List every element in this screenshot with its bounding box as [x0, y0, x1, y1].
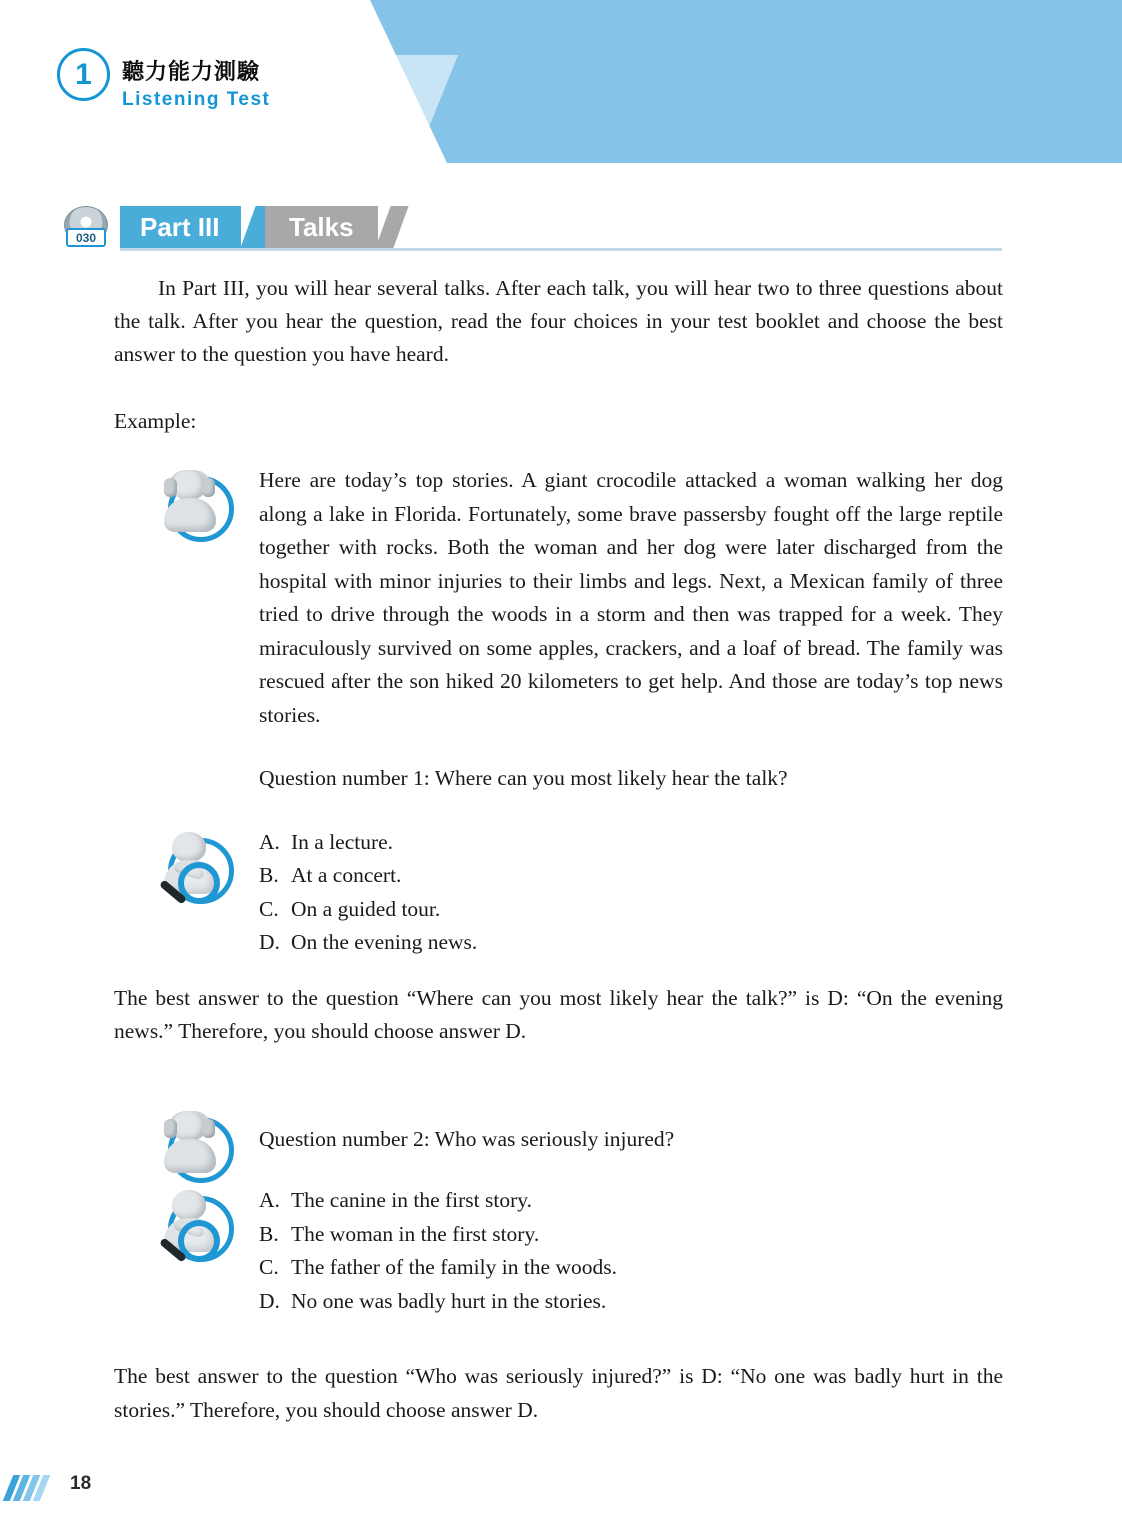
icon-head — [172, 1111, 206, 1141]
headphones-listener-icon — [152, 464, 242, 554]
choices-2-block — [114, 1184, 1003, 1318]
choice-list-2 — [259, 1184, 1003, 1318]
part-underline-rule — [120, 248, 1002, 251]
choice-item[interactable] — [259, 926, 1003, 960]
header-title-english: Listening Test — [122, 89, 271, 110]
page-content — [114, 272, 1003, 1427]
explanation-2: The best answer to the question “Who was seriously injured?” is D: “No one was badly hurt in the stories.” Therefore, you should choose answer D. — [114, 1364, 1003, 1422]
choice-letter: B. — [259, 1221, 279, 1246]
instructions-paragraph: In Part III, you will hear several talks. After each talk, you will hear two to three questions about the talk. After you hear the question, read the four choices in your test booklet and choose the best answer to the question you have heard. — [114, 276, 1003, 366]
header-title-chinese: 聽力能力測驗 — [122, 60, 261, 85]
footer-chevron-decoration — [8, 1475, 60, 1501]
icon-head — [172, 1190, 206, 1220]
choice-item[interactable] — [259, 1285, 1003, 1319]
choices-1-block — [114, 826, 1003, 960]
question-1-text: Question number 1: Where can you most likely hear the talk? — [259, 766, 788, 790]
icon-body — [164, 498, 216, 532]
section-tab-label: Talks — [265, 206, 378, 248]
part-tab-label: Part III — [120, 206, 241, 248]
audio-track-icon — [64, 206, 108, 250]
icon-earphone-left — [164, 478, 177, 497]
choice-item[interactable] — [259, 1251, 1003, 1285]
choice-text: The canine in the first story. — [291, 1188, 533, 1212]
icon-head — [172, 832, 206, 862]
icon-head — [172, 470, 206, 500]
choice-letter: A. — [259, 829, 280, 854]
track-number-label: 030 — [66, 228, 106, 247]
part-heading-bar — [0, 200, 1122, 256]
choice-text: The father of the family in the woods. — [291, 1255, 617, 1279]
headphones-listener-icon — [152, 1105, 242, 1195]
talk-passage-block — [114, 464, 1003, 796]
page-header — [0, 0, 1122, 163]
magnifier-thinker-icon — [152, 1184, 242, 1274]
explanation-1: The best answer to the question “Where can you most likely hear the talk?” is D: “On the evening news.” Therefore, you should choose answer D. — [114, 985, 1003, 1043]
icon-earphone-right — [202, 478, 215, 497]
talks-tab-edge — [375, 206, 408, 248]
choice-letter: D. — [259, 930, 280, 954]
choice-item[interactable] — [259, 1218, 1003, 1252]
page-number: 18 — [70, 1473, 92, 1494]
chapter-number-badge: 1 — [57, 48, 110, 101]
choice-text: The woman in the first story. — [291, 1221, 540, 1246]
choice-letter: D. — [259, 1288, 280, 1313]
choice-text: At a concert. — [291, 863, 402, 887]
question-2-text: Question number 2: Who was seriously injured? — [259, 1126, 675, 1151]
choice-letter: C. — [259, 1255, 279, 1279]
magnifier-thinker-icon — [152, 826, 242, 916]
icon-earphone-left — [164, 1119, 177, 1138]
page-footer — [0, 1473, 1122, 1507]
choice-item[interactable] — [259, 893, 1003, 927]
choice-letter: B. — [259, 863, 279, 887]
choice-text: In a lecture. — [291, 829, 394, 854]
choice-text: On a guided tour. — [291, 896, 441, 921]
example-label: Example: — [114, 409, 197, 433]
choice-list-1 — [259, 826, 1003, 960]
talk-text: Here are today’s top stories. A giant crocodile attacked a woman walking her dog along a lake in Florida. Fortunately, some brave passersby fought off the large reptile together with rocks. Both the woman and her dog were later discharged from the hospital with minor injuries to their limbs and legs. Next, a Mexican family of three tried to drive through the woods in a storm and then was trapped for a week. They miraculously survived on some apples, crackers, and a loaf of bread. The family was rescued after the son hiked 20 kilometers to get help. And those are today’s top news stories. — [259, 468, 1003, 727]
choice-text: On the evening news. — [291, 930, 478, 954]
question-2-block — [114, 1105, 1003, 1157]
choice-text: No one was badly hurt in the stories. — [291, 1288, 607, 1313]
choice-item[interactable] — [259, 1184, 1003, 1218]
choice-item[interactable] — [259, 826, 1003, 860]
choice-letter: C. — [259, 896, 279, 921]
choice-letter: A. — [259, 1188, 280, 1212]
choice-item[interactable] — [259, 859, 1003, 893]
icon-earphone-right — [202, 1119, 215, 1138]
